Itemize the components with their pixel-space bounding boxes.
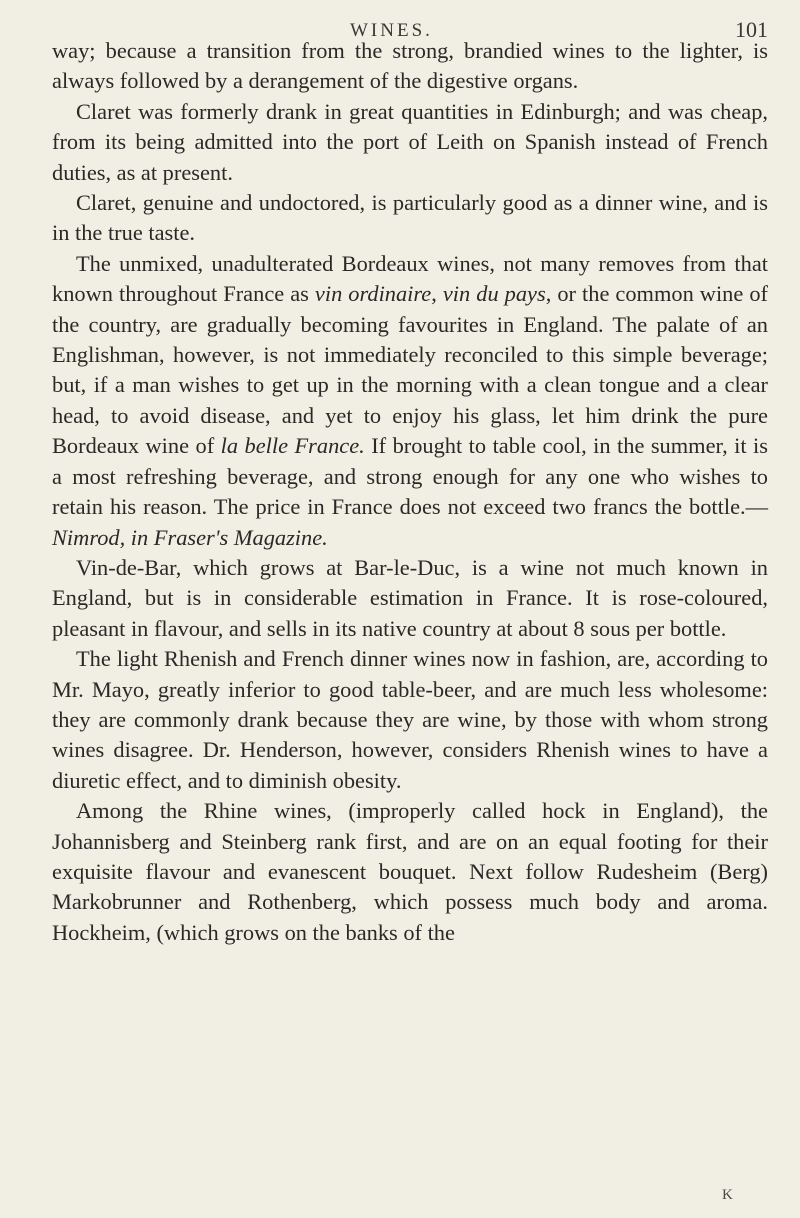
- running-title: WINES.: [350, 20, 433, 41]
- citation: Nimrod, in Fraser's Magazine.: [52, 524, 328, 550]
- text-run: , or the common wine of the country, are gradually becoming favourites in England. The palate of an Englishman, however, is not immediately reconciled to this simple beverage; but, if a man wishes to get up in the morning with a clean tongue and a clear head, to avoid disease, and yet to enjoy his glass, let him drink the pure Bordeaux wine of: [52, 281, 768, 459]
- page-number: 101: [735, 17, 768, 42]
- paragraph: Among the Rhine wines, (improperly called hock in England), the Johannisberg and Steinberg rank first, and are on an equal footing for their exquisite flavour and evanescent bouquet. Next follow Rudesheim (Berg) Markobrunner and Rothenberg, which possess much body and aroma. Hockheim, (which grows on the banks of the: [52, 798, 768, 945]
- paragraph: Claret, genuine and undoctored, is particularly good as a dinner wine, and is in the true taste.: [52, 190, 768, 246]
- paragraph: Vin-de-Bar, which grows at Bar-le-Duc, is a wine not much known in England, but is in considerable estimation in France. It is rose-coloured, pleasant in flavour, and sells in its native country at about 8 sous per bottle.: [52, 554, 768, 641]
- italic-run: vin ordinaire: [314, 281, 432, 307]
- text-run: If brought to table cool, in the summer, it is a most refreshing beverage, and strong enough for any one who wishes to retain his reason. The price in France does not exceed two francs the bottle.—: [52, 433, 768, 520]
- signature-mark: K: [722, 1187, 733, 1203]
- italic-run: la belle France.: [220, 433, 365, 459]
- paragraph: Claret was formerly drank in great quantities in Edinburgh; and was cheap, from its being admitted into the port of Leith on Spanish instead of French duties, as at present.: [52, 98, 768, 185]
- text-run: The unmixed, unadulterated Bordeaux wines, not many removes from that known throughout France as: [52, 250, 768, 307]
- text-run: ,: [431, 281, 443, 307]
- paragraph: way; because a transition from the strong, brandied wines to the lighter, is always followed by a derangement of the digestive organs.: [52, 38, 768, 94]
- body-text: [52, 36, 768, 948]
- paragraph: The light Rhenish and French dinner wines now in fashion, are, according to Mr. Mayo, greatly inferior to good table-beer, and are much less wholesome: they are commonly drank because they are wine, by those with whom strong wines disagree. Dr. Henderson, however, considers Rhenish wines to have a diuretic effect, and to diminish obesity.: [52, 646, 768, 793]
- paragraph: [52, 249, 768, 553]
- italic-run: vin du pays: [442, 281, 546, 307]
